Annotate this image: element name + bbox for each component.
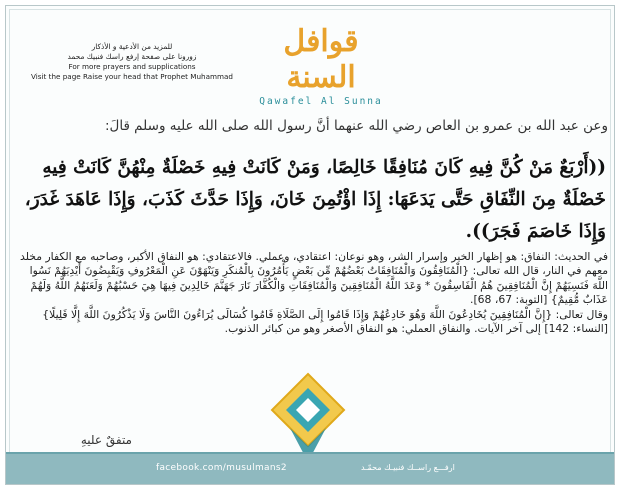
header-arabic-line1: للمزيد من الأدعية و الأذكار	[91, 42, 173, 51]
header	[6, 6, 614, 107]
header-english-line2: Visit the page Raise your head that Prophet Muhammad	[31, 72, 233, 81]
hadith-text: ((أَرْبَعٌ مَنْ كُنَّ فِيهِ كَانَ مُنَافِقًا خَالِصًا، وَمَنْ كَانَتْ فِيهِ خَصْلَةٌ مِنْهُنَّ كَانَتْ فِيهِ خَصْلَةٌ مِنَ النِّفَاقِ حَتَّى يَدَعَهَا: إِذَا اؤْتُمِنَ خَانَ، وَإِذَا حَدَّثَ كَذَبَ، وَإِذَا عَاهَدَ غَدَرَ، وَإِذَا خَاصَمَ فَجَرَ)).	[24, 157, 606, 242]
footer-bar	[6, 452, 614, 484]
commentary-paragraph-1: في الحديث: النفاق: هو إظهار الخير وإسرار الشر، وهو نوعان: اعتقادي، وعملي. فالاعتقادي: هو النفاق الأكبر، وصاحبه مع الكفار مخلد معهم في النار، قال الله تعالى: {الْمُنَافِقُونَ وَالْمُنَافِقَاتُ بَعْضُهُمْ مِّن بَعْضٍ يَأْمُرُونَ بِالْمُنكَرِ وَيَنْهَوْنَ عَنِ الْمَعْرُوفِ وَيَقْبِضُونَ أَيْدِيَهُمْ نَسُوا اللَّهَ فَنَسِيَهُمْ إِنَّ الْمُنَافِقِينَ هُمُ الْفَاسِقُونَ * وَعَدَ اللَّهُ الْمُنَافِقِينَ وَالْمُنَافِقَاتِ وَالْكُفَّارَ نَارَ جَهَنَّمَ خَالِدِينَ فِيهَا هِيَ حَسْبُهُمْ وَلَعَنَهُمُ اللَّهُ وَلَهُمْ عَذَابٌ مُّقِيمٌ} [التوبة: 67، 68].	[20, 250, 608, 307]
header-info-text	[12, 42, 252, 82]
card-frame	[5, 5, 615, 485]
commentary	[16, 250, 608, 336]
logo-english-text: Qawafel Al Sunna	[259, 96, 383, 107]
footer-divider	[6, 452, 614, 454]
commentary-paragraph-2: وقال تعالى: {إِنَّ الْمُنَافِقِينَ يُخَادِعُونَ اللَّهَ وَهُوَ خَادِعُهُمْ وَإِذَا قَامُوا إِلَى الصَّلَاةِ قَامُوا كُسَالَى يُرَاءُونَ النَّاسَ وَلَا يَذْكُرُونَ اللَّهَ إِلَّا قَلِيلًا} [النساء: 142] إلى آخر الآيات. والنفاق العملي: هو النفاق الأصغر وهو من كبائر الذنوب.	[42, 307, 608, 336]
source-attribution: متفقٌ عليهِ	[80, 433, 132, 447]
header-english-line1: For more prayers and supplications	[68, 62, 196, 71]
qawafel-logo	[246, 24, 396, 107]
logo-arabic-text: قوافل السنة	[283, 24, 359, 95]
facebook-link[interactable]: facebook.com/musulmans2	[156, 463, 287, 473]
footer-tagline: ارفـــع راســك فنبيـك محمّـد	[361, 463, 455, 472]
header-arabic-line2: زورونا على صفحة إرفع راسك فنبيك محمد	[67, 52, 197, 61]
hadith-intro: وعن عبد الله بن عمرو بن العاص رضي الله عنهما أنَّ رسول الله صلى الله عليه وسلم قالَ:	[104, 118, 608, 134]
